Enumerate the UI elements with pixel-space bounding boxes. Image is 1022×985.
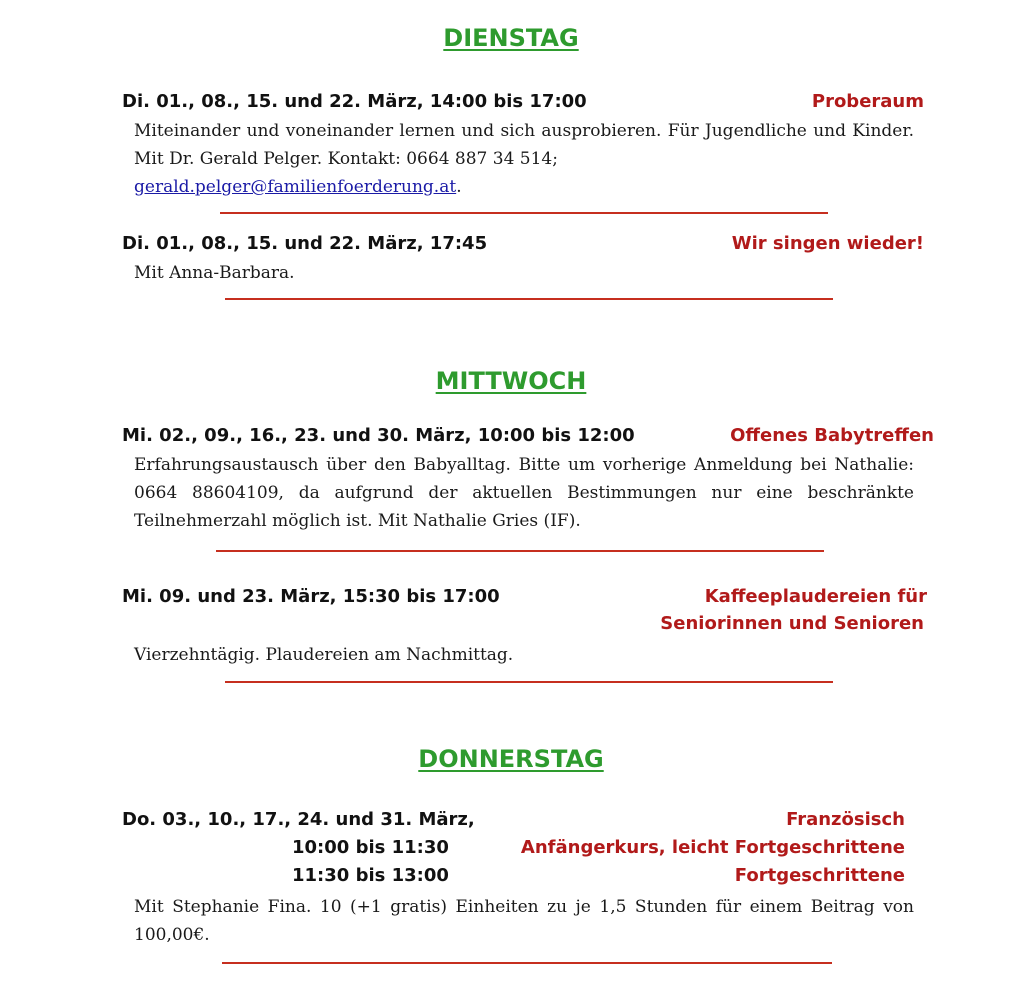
event-description-text: Miteinander und voneinander lernen und sich ausprobieren. Für Jugendliche und Kinder. Mit Dr. Gerald Pelger. Kontakt: 0664 887 34 514; [134, 121, 914, 169]
event-datetime: Di. 01., 08., 15. und 22. März, 14:00 bis 17:00 [122, 91, 587, 112]
email-suffix: . [456, 177, 462, 197]
slot-label: Fortgeschrittene [734, 865, 905, 886]
divider [225, 681, 833, 683]
slot-time: 10:00 bis 11:30 [292, 837, 449, 858]
event-datetime: Do. 03., 10., 17., 24. und 31. März, [122, 809, 475, 830]
divider [225, 298, 833, 300]
event-title-line-2: Seniorinnen und Senioren [660, 613, 924, 634]
email-link[interactable]: gerald.pelger@familienfoerderung.at [134, 177, 457, 197]
event-title-line-1: Kaffeeplaudereien für [704, 586, 927, 607]
section-heading-dienstag: DIENSTAG [443, 24, 579, 52]
section-heading-donnerstag: DONNERSTAG [418, 745, 604, 773]
divider [222, 962, 832, 964]
event-description: Erfahrungsaustausch über den Babyalltag. Bitte um vorherige Anmeldung bei Nathalie: 0664 88604109, da aufgrund der aktuellen Bestimmungen nur eine beschränkte Teilnehmerzahl möglich ist. Mit Nathalie Gries (IF). [134, 455, 914, 531]
event-description: Mit Stephanie Fina. 10 (+1 gratis) Einheiten zu je 1,5 Stunden für einem Beitrag von 100,00€. [134, 897, 914, 945]
slot-label: Anfängerkurs, leicht Fortgeschrittene [520, 837, 905, 858]
event-datetime: Mi. 02., 09., 16., 23. und 30. März, 10:00 bis 12:00 [122, 425, 635, 446]
divider [220, 212, 828, 214]
divider [216, 550, 824, 552]
event-title: Offenes Babytreffen [730, 425, 934, 446]
event-description: Vierzehntägig. Plaudereien am Nachmittag. [134, 645, 514, 665]
event-description: Mit Anna-Barbara. [134, 263, 295, 283]
event-datetime: Di. 01., 08., 15. und 22. März, 17:45 [122, 233, 488, 254]
event-title: Proberaum [811, 91, 924, 112]
event-datetime: Mi. 09. und 23. März, 15:30 bis 17:00 [122, 586, 500, 607]
event-title: Französisch [786, 809, 905, 830]
slot-time: 11:30 bis 13:00 [292, 865, 449, 886]
event-title: Wir singen wieder! [731, 233, 924, 254]
event-description [134, 117, 914, 201]
section-heading-mittwoch: MITTWOCH [435, 367, 587, 395]
